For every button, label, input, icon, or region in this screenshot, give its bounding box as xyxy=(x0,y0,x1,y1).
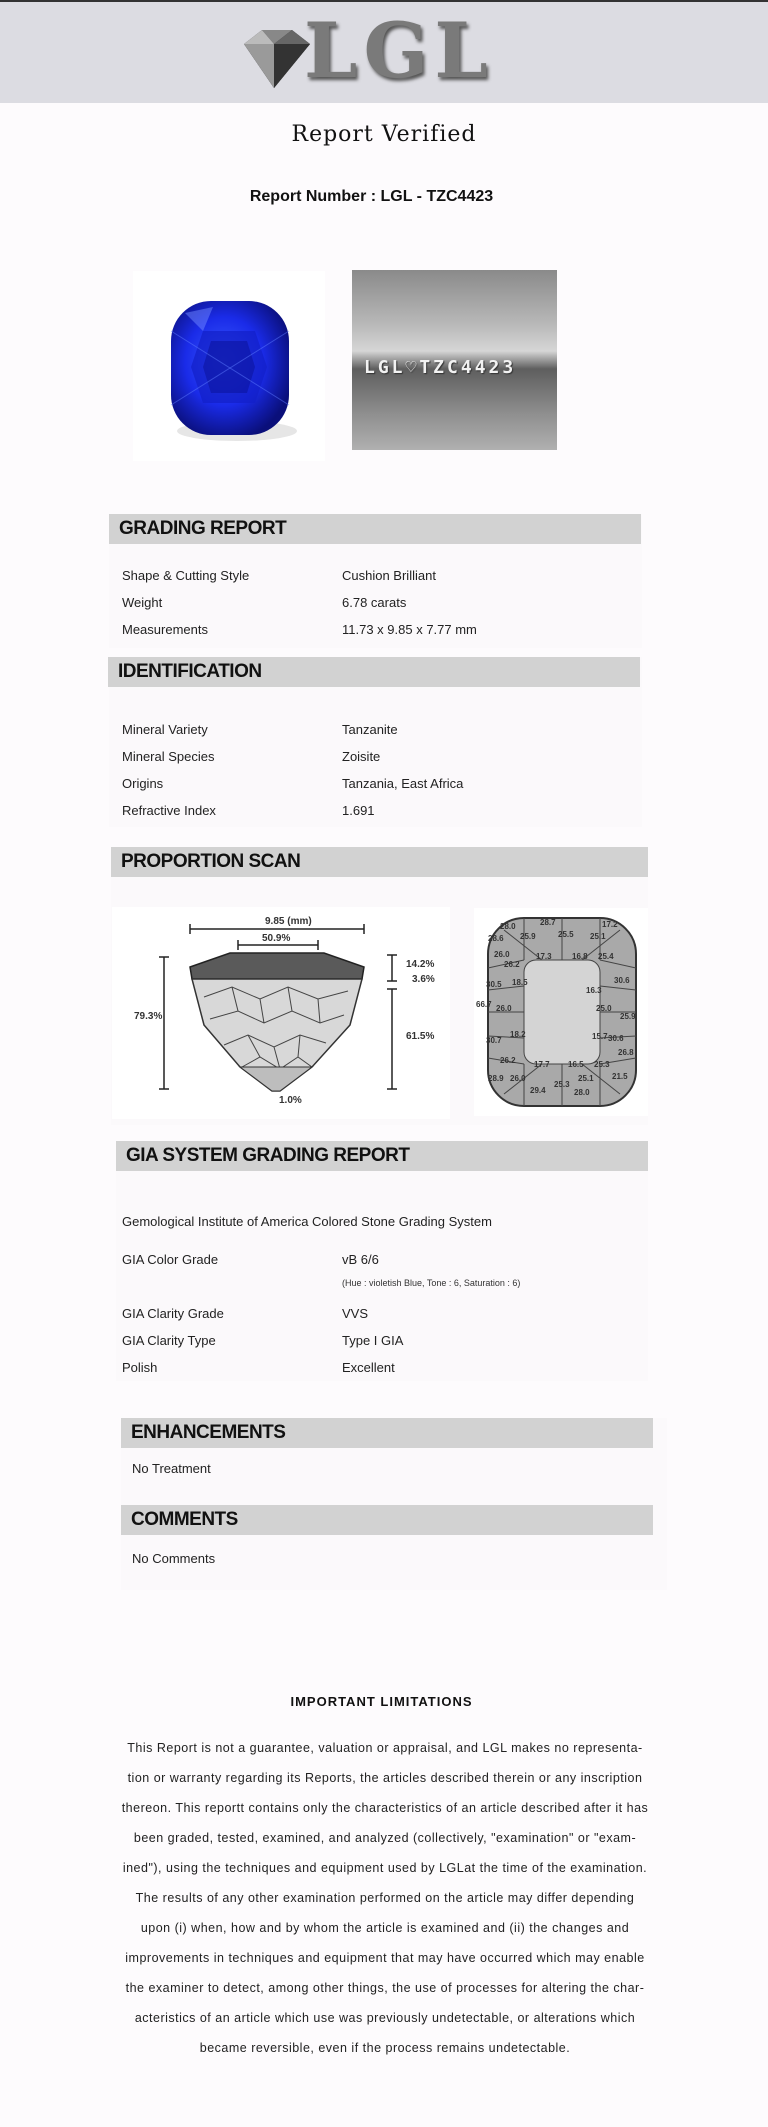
facet-value: 30.5 xyxy=(486,980,502,989)
inscription-photo xyxy=(352,270,557,450)
facet-value: 26.0 xyxy=(496,1004,512,1013)
limitations-line: improvements in techniques and equipment that may have occurred which may enable xyxy=(125,1951,645,1965)
grading-heading: GRADING REPORT xyxy=(119,518,287,539)
limitations-line: The results of any other examination performed on the article may differ depending xyxy=(135,1891,635,1905)
comments-heading: COMMENTS xyxy=(131,1509,238,1530)
facet-value: 66.7 xyxy=(476,1000,492,1009)
identification-heading: IDENTIFICATION xyxy=(118,661,262,682)
facet-value: 17.7 xyxy=(534,1060,550,1069)
facet-value: 25.0 xyxy=(596,1004,612,1013)
gia-color-label: GIA Color Grade xyxy=(122,1252,219,1267)
enhancements-heading: ENHANCEMENTS xyxy=(131,1422,286,1443)
limitations-text xyxy=(116,1733,654,2063)
comments-text: No Comments xyxy=(132,1551,216,1566)
lgl-logo[interactable] xyxy=(234,6,494,95)
inscription-text: LGL♡TZC4423 xyxy=(364,357,517,378)
gem-photo xyxy=(133,271,325,461)
facet-value: 25.1 xyxy=(578,1074,594,1083)
origins-value: Tanzania, East Africa xyxy=(342,776,464,791)
facet-value: 25.4 xyxy=(598,952,614,961)
shape-label: Shape & Cutting Style xyxy=(122,568,250,583)
limitations-line: became reversible, even if the process remains undetectable. xyxy=(199,2041,571,2055)
facet-value: 25.5 xyxy=(558,930,574,939)
facet-value: 26.2 xyxy=(500,1056,516,1065)
measurements-value: 11.73 x 9.85 x 7.77 mm xyxy=(342,622,477,637)
identification-heading-bar xyxy=(108,657,640,687)
facet-value: 17.3 xyxy=(536,952,552,961)
enhancements-heading-bar xyxy=(121,1418,653,1448)
shape-value: Cushion Brilliant xyxy=(342,568,436,583)
polish-label: Polish xyxy=(122,1360,158,1375)
limitations-line: the examiner to detect, among other things, the use of processes for altering the char- xyxy=(125,1981,645,1995)
diamond-icon xyxy=(234,24,314,94)
gia-color-value: vB 6/6 xyxy=(342,1252,379,1267)
facet-diagram xyxy=(474,908,648,1116)
facet-value: 30.6 xyxy=(608,1034,624,1043)
facet-value: 25.9 xyxy=(620,1012,636,1021)
mineral-species-value: Zoisite xyxy=(342,749,381,764)
grading-heading-bar xyxy=(109,514,641,544)
mineral-variety-label: Mineral Variety xyxy=(122,722,208,737)
facet-value: 16.8 xyxy=(572,952,588,961)
facet-value: 26.0 xyxy=(510,1074,526,1083)
facet-value: 21.5 xyxy=(612,1072,628,1081)
comments-heading-bar xyxy=(121,1505,653,1535)
table-label: 50.9% xyxy=(262,933,291,944)
weight-label: Weight xyxy=(122,595,163,610)
gia-clarity-grade-label: GIA Clarity Grade xyxy=(122,1306,224,1321)
crown-label: 14.2% xyxy=(406,959,435,970)
facet-value: 16.5 xyxy=(568,1060,584,1069)
facet-value: 15.7 xyxy=(592,1032,608,1041)
culet-label: 1.0% xyxy=(279,1095,302,1106)
origins-label: Origins xyxy=(122,776,164,791)
facet-value: 25.1 xyxy=(590,932,606,941)
facet-value: 25.9 xyxy=(520,932,536,941)
facet-value: 18.5 xyxy=(512,978,528,987)
facet-value: 28.0 xyxy=(500,922,516,931)
measurements-label: Measurements xyxy=(122,622,208,637)
facet-value: 30.7 xyxy=(486,1036,502,1045)
proportion-heading-bar xyxy=(111,847,648,877)
report-number: Report Number : LGL - TZC4423 xyxy=(249,188,494,205)
polish-value: Excellent xyxy=(342,1360,395,1375)
width-label: 9.85 (mm) xyxy=(265,916,312,927)
limitations-line: upon (i) when, how and by whom the article is examined and (ii) the changes and xyxy=(140,1921,630,1935)
gia-system-text: Gemological Institute of America Colored Stone Grading System xyxy=(122,1214,492,1229)
gia-color-note: (Hue : violetish Blue, Tone : 6, Saturation : 6) xyxy=(342,1278,521,1288)
proportion-heading: PROPORTION SCAN xyxy=(121,851,301,872)
facet-value: 16.3 xyxy=(586,986,602,995)
facet-value: 26.2 xyxy=(504,960,520,969)
limitations-line: ined"), using the techniques and equipment used by LGLat the time of the examination. xyxy=(122,1861,648,1875)
page-title: Report Verified xyxy=(291,122,477,147)
header-banner xyxy=(0,2,768,103)
facet-value: 25.3 xyxy=(594,1060,610,1069)
facet-value: 28.6 xyxy=(488,934,504,943)
enhancements-text: No Treatment xyxy=(132,1461,211,1476)
facet-value: 28.7 xyxy=(540,918,556,927)
limitations-line: acteristics of an article which use was previously undetectable, or alterations which xyxy=(134,2011,636,2025)
facet-value: 26.8 xyxy=(618,1048,634,1057)
facet-value: 28.0 xyxy=(574,1088,590,1097)
refractive-index-value: 1.691 xyxy=(342,803,375,818)
gia-heading: GIA SYSTEM GRADING REPORT xyxy=(126,1145,410,1166)
gia-heading-bar xyxy=(116,1141,648,1171)
facet-value: 17.2 xyxy=(602,920,618,929)
pavilion-label: 61.5% xyxy=(406,1031,435,1042)
gia-clarity-grade-value: VVS xyxy=(342,1306,369,1321)
girdle-label: 3.6% xyxy=(412,974,435,985)
limitations-line: thereon. This reportt contains only the characteristics of an article described after it has xyxy=(121,1801,649,1815)
facet-value: 25.3 xyxy=(554,1080,570,1089)
facet-value: 18.2 xyxy=(510,1030,526,1039)
proportion-diagram xyxy=(112,907,450,1119)
facet-value: 29.4 xyxy=(530,1086,546,1095)
facet-value: 28.9 xyxy=(488,1074,504,1083)
gia-clarity-type-value: Type I GIA xyxy=(342,1333,404,1348)
mineral-variety-value: Tanzanite xyxy=(342,722,398,737)
logo-text: LGL xyxy=(304,6,494,95)
mineral-species-label: Mineral Species xyxy=(122,749,215,764)
refractive-index-label: Refractive Index xyxy=(122,803,216,818)
limitations-heading: IMPORTANT LIMITATIONS xyxy=(290,1694,473,1709)
limitations-line: been graded, tested, examined, and analyzed (collectively, "examination" or "exam- xyxy=(133,1831,637,1845)
weight-value: 6.78 carats xyxy=(342,595,407,610)
limitations-line: This Report is not a guarantee, valuation or appraisal, and LGL makes no representa- xyxy=(127,1741,643,1755)
gia-clarity-type-label: GIA Clarity Type xyxy=(122,1333,216,1348)
facet-value: 26.0 xyxy=(494,950,510,959)
facet-value: 30.6 xyxy=(614,976,630,985)
depth-label: 79.3% xyxy=(134,1011,163,1022)
limitations-line: tion or warranty regarding its Reports, the articles described therein or any inscription xyxy=(127,1771,643,1785)
